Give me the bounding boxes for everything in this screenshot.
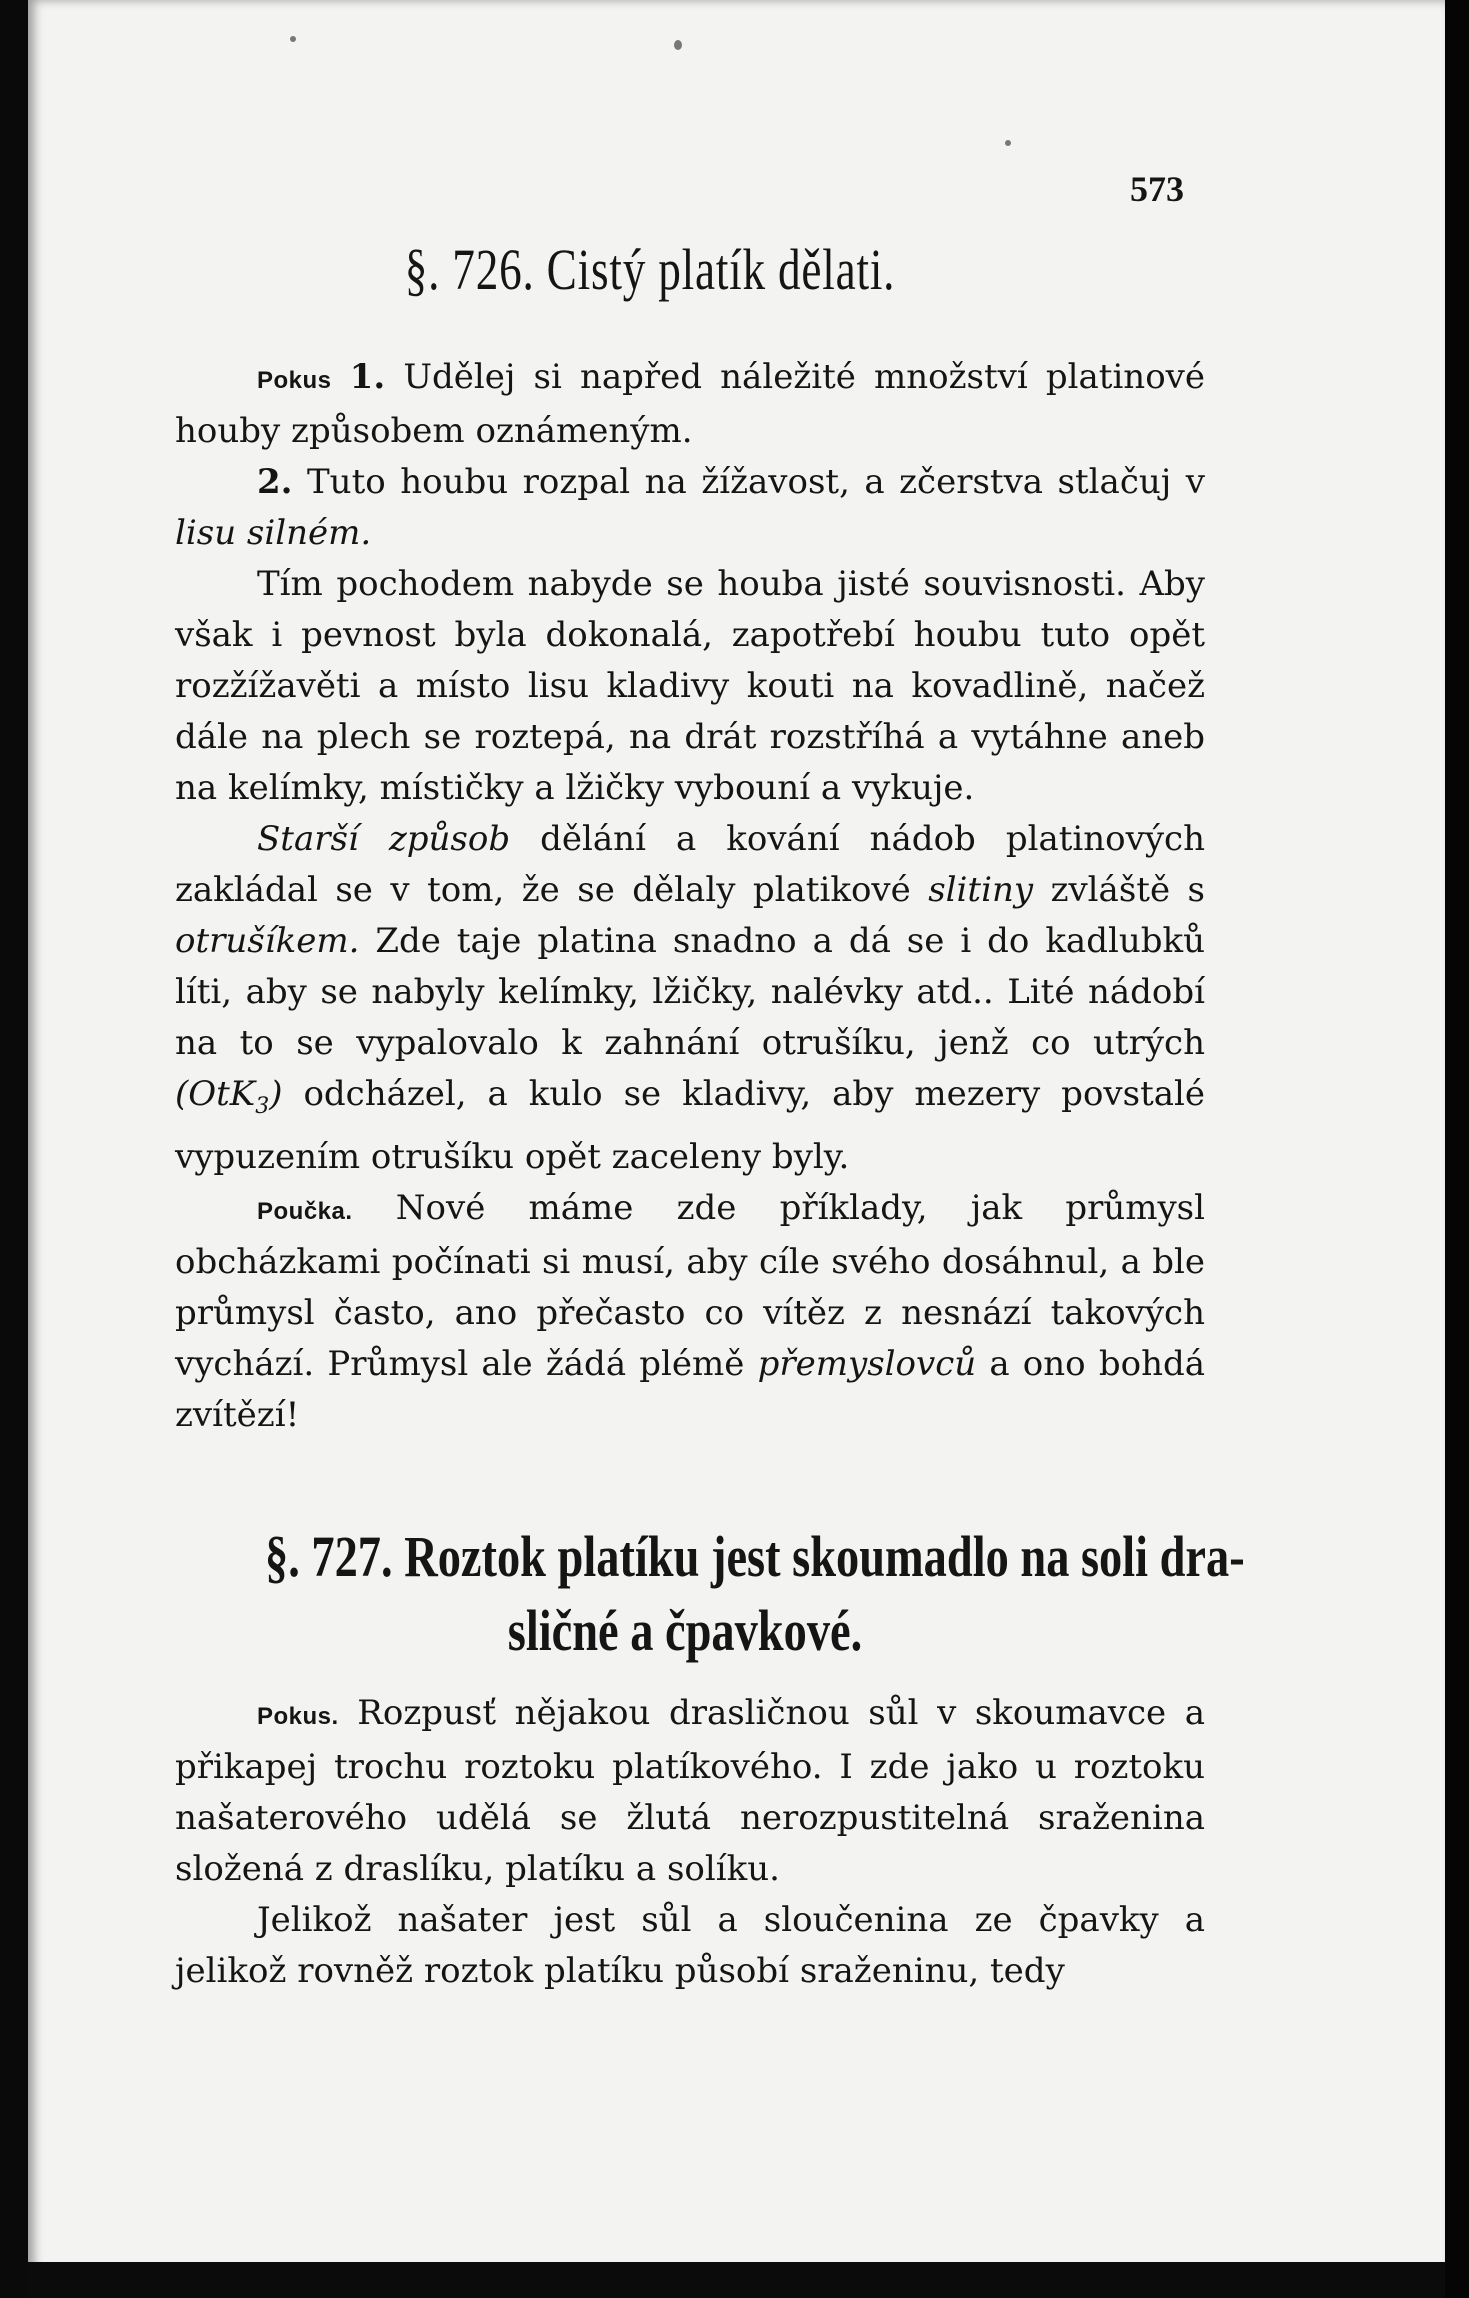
italic-premyslovcu: přemyslovců	[757, 1344, 977, 1384]
paragraph-jelikoz: Jelikož našater jest sůl a sloučenina ze čpavky a jelikož rovněž roztok platíku působí sraženinu, tedy	[175, 1900, 1205, 1991]
paragraph-text: zvláště s	[1050, 870, 1205, 910]
italic-starsi-zpusob: Starší způsob	[257, 819, 511, 859]
step-2-text: Tuto houbu rozpal na žížavost, a zčerstva stlačuj v	[307, 462, 1205, 502]
paragraph-pokus	[175, 1688, 1205, 1895]
step-2-italic: lisu silném.	[175, 513, 372, 553]
paragraph-text: a ono bohdá zvítězí!	[175, 1344, 1206, 1435]
poucka-label: Poučka.	[257, 1198, 353, 1225]
paragraph-text: Nové máme zde příklady, jak průmysl obcházkami počínati si musí, aby cíle svého dosáhnul, a ble průmysl často, ano přečasto co vítěz z nesnází takových vychází. Průmysl ale žádá plémě	[175, 1188, 1206, 1384]
section-726-body	[175, 352, 1205, 1441]
pokus-label: Pokus	[257, 367, 332, 394]
heading-line-2: sličné a čpavkové.	[507, 1598, 863, 1663]
step-2-paragraph	[175, 457, 1205, 559]
paragraph-text: dělání a kování nádob platinových zakládal se v tom, že se dělaly platikové	[175, 819, 1205, 910]
page-bottom-edge	[28, 2262, 1445, 2298]
page-number: 573	[1130, 169, 1184, 209]
speck-mark	[290, 36, 296, 42]
heading-line-1: §. 727. Roztok platíku jest skoumadlo na soli dra-	[265, 1524, 1245, 1589]
paragraph-poucka	[175, 1183, 1205, 1441]
italic-slitiny: slitiny	[928, 870, 1034, 910]
paragraph-starsi-zpusob	[175, 814, 1205, 1183]
paragraph-text: odcházel, a kulo se kladivy, aby mezery povstalé vypuzením otrušíku opět zaceleny byly.	[175, 1074, 1205, 1177]
chemical-formula	[175, 1074, 283, 1119]
formula-close: )	[269, 1074, 283, 1114]
step-1-number: 1.	[349, 357, 386, 397]
formula-main: (OtK	[175, 1074, 256, 1114]
paragraph-text: Zde taje platina snadno a dá se i do kadlubků líti, aby se nabyly kelímky, lžičky, nalévky atd.. Lité nádobí na to se vypalovalo k zahnání otrušíku, jenž co utrých	[175, 921, 1205, 1063]
pokus-label: Pokus.	[257, 1703, 339, 1730]
section-727-heading	[160, 1520, 1245, 1668]
section-726-heading: §. 726. Cistý platík dělati.	[404, 237, 896, 302]
page-right-edge	[1445, 0, 1469, 2298]
section-727-body	[175, 1688, 1205, 1997]
italic-otrusikem: otrušíkem.	[175, 921, 360, 961]
paragraph-text: Rozpusť nějakou drasličnou sůl v skoumavce a přikapej trochu roztoku platíkového. I zde jako u roztoku našaterového udělá se žlutá nerozpustitelná sraženina složená z draslíku, platíku a solíku.	[175, 1693, 1205, 1889]
step-1-text: Udělej si napřed náležité množství platinové houby způsobem oznámeným.	[175, 357, 1206, 451]
step-2-number: 2.	[257, 462, 293, 502]
step-1-paragraph	[175, 352, 1205, 457]
page-left-edge	[0, 0, 28, 2298]
formula-subscript: 3	[255, 1094, 270, 1119]
speck-mark	[674, 40, 682, 50]
paragraph-houba: Tím pochodem nabyde se houba jisté souvisnosti. Aby však i pevnost byla dokonalá, zapotřebí houbu tuto opět rozžížavěti a místo lisu kladivy kouti na kovadlině, načež dále na plech se roztepá, na drát rozstříhá a vytáhne aneb na kelímky, místičky a lžičky vybouní a vykuje.	[175, 564, 1205, 808]
speck-mark	[1005, 140, 1011, 146]
